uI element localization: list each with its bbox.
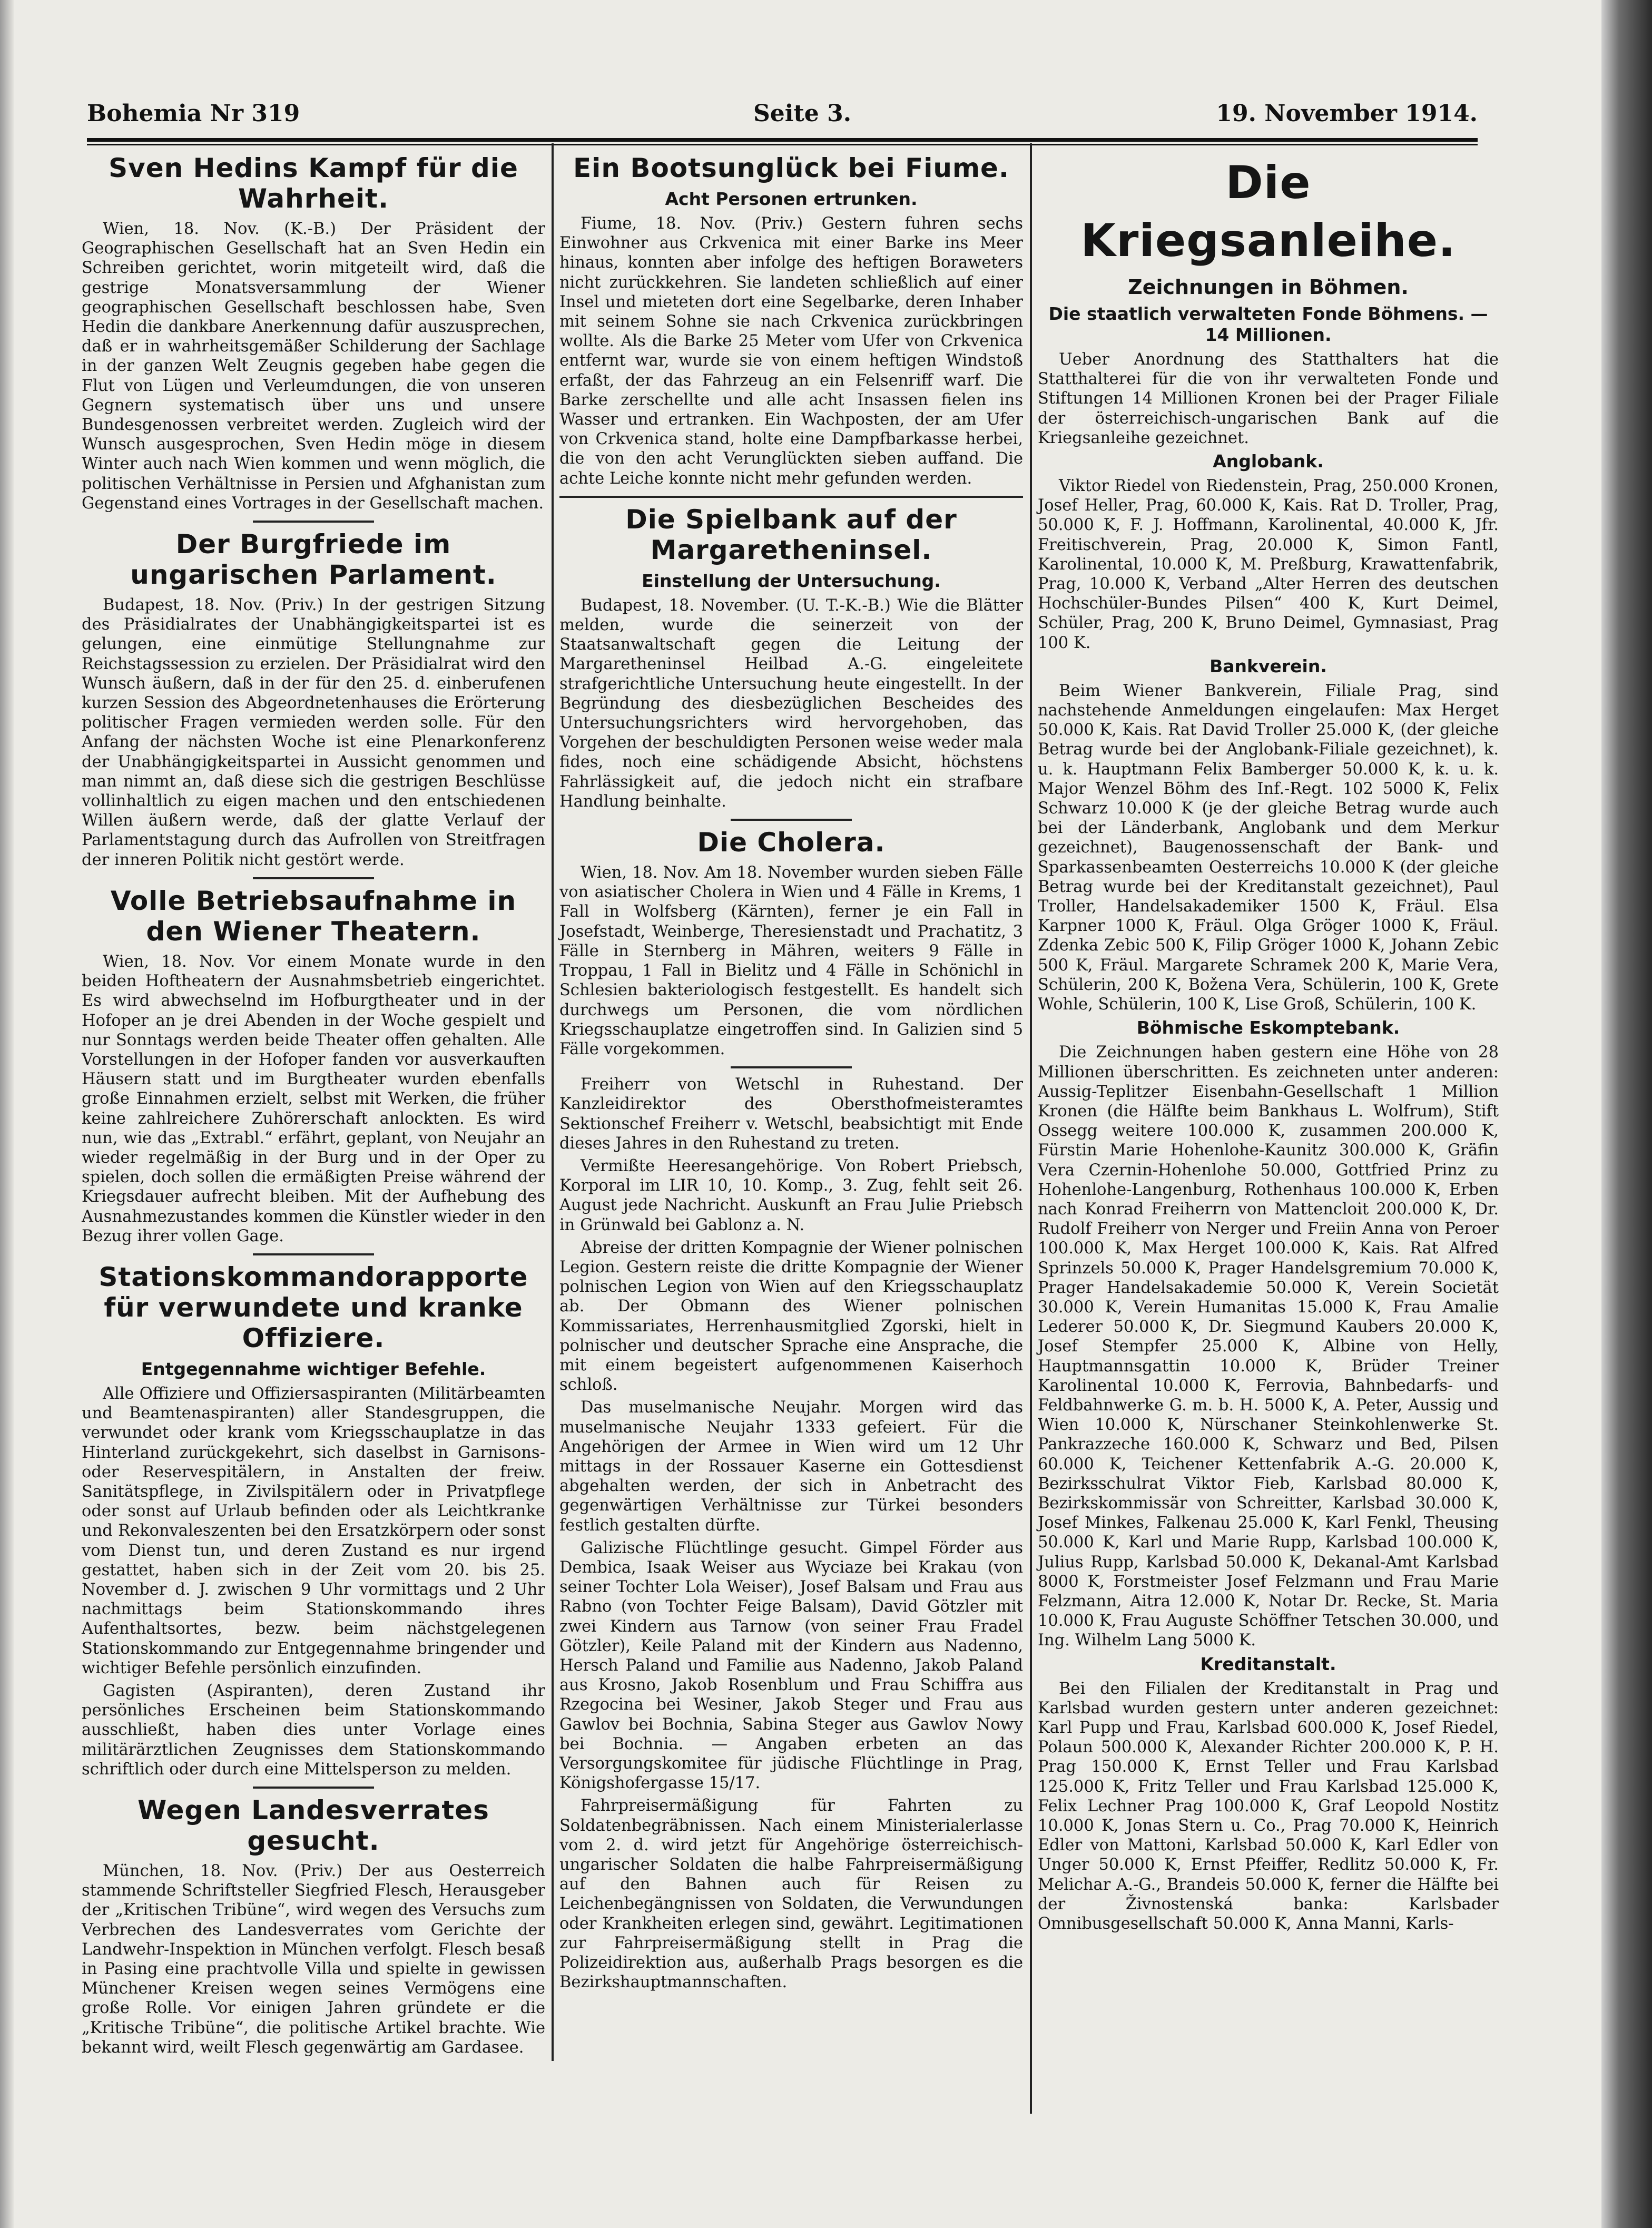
article-subtitle-spielbank: Einstellung der Untersuchung. <box>642 570 941 591</box>
article-title-spielbank: Die Spielbank auf der Margaretheninsel. <box>625 504 957 565</box>
section-body-kreditanstalt: Bei den Filialen der Kreditanstalt in Prag und Karlsbad wurden gestern unter anderen gezeichnet: Karl Pupp und Frau, Karlsbad 600.000 K, Josef Riedel, Polaun 500.000 K, Alexander Richter 200.000 K, P. H. Prag 150.000 K, Ernst Teller und Frau Karlsbad 125.000 K, Fritz Teller und Frau Karlsbad 125.000 K, Felix Lechner Prag 100.000 K, Graf Leopold Nostitz 10.000 K, Jonas Stern u. Co., Prag 70.000 K, Heinrich Edler von Mattoni, Karlsbad 50.000 K, Karl Edler von Unger 50.000 K, Ernst Pfeiffer, Redlitz 50.000 K, Fr. Melichar A.-G., Brandeis 50.000 K, ferner die Hälfte bei der Živnostenská banka: Karlsbader Omnibusgesellschaft 50.000 K, Anna Manni, Karls- <box>1038 1679 1499 1933</box>
section-body-eskomptebank: Die Zeichnungen haben gestern eine Höhe von 28 Millionen überschritten. Es zeichneten unter anderen: Aussig-Teplitzer Eisenbahn-Gesellschaft 1 Million Kronen (die Hälfte beim Bankhaus L. Wolfrum), Stift Ossegg weitere 100.000 K, zusammen 200.000 K, Fürstin Marie Hohenlohe-Kaunitz 300.000 K, Gräfin Vera Czernin-Hohenlohe 50.000, Gottfried Prinz zu Hohenlohe-Langenburg, Rothenhaus 100.000 K, Erben nach Konrad Freiherrn von Mattencloit 200.000 K, Dr. Rudolf Freiherr von Nerger und Freiin Anna von Peroer 100.000 K, Max Herget 100.000 K, Kais. Rat Alfred Sprinzels 50.000 K, Prager Handelsgremium 70.000 K, Prager Handelsakademie 50.000 K, Verein Societät 30.000 K, Verein Humanitas 15.000 K, Frau Amalie Lederer 50.000 K, Dr. Siegmund Kaubers 20.000 K, Josef Stempfer 25.000 K, Albine von Helly, Hauptmannsgattin 10.000 K, Brüder Treiner Karolinental 10.000 K, Ferrovia, Bahnbedarfs- und Feldbahnwerke G. m. b. H. 5000 K, A. Peter, Aussig und Wien 10.000 K, Nürschaner Steinkohlenwerke St. Pankrazzeche 160.000 K, Schwarz und Bed, Pilsen 60.000 K, Teichener Kettenfabrik A.-G. 20.000 K, Bezirksschulrat Viktor Fieb, Karlsbad 80.000 K, Bezirkskommissär von Schreitter, Karlsbad 30.000 K, Josef Minkes, Falkenau 25.000 K, Karl Fenkl, Theusing 50.000 K, Karl und Marie Rupp, Karlsbad 100.000 K, Julius Rupp, Karlsbad 50.000 K, Dekanal-Amt Karlsbad 8000 K, Forstmeister Josef Felzmann und Frau Marie Felzmann, Aitra 12.000 K, Notar Dr. Recke, St. Maria 10.000 K, Frau Auguste Schöffner Tetschen 30.000, und Ing. Wilhelm Lang 5000 K. <box>1038 1043 1499 1650</box>
article-body-statthalterei: Ueber Anordnung des Statthalters hat die Statthalterei für die von ihr verwalteten Fonde und Stiftungen 14 Millionen Kronen bei der Prager Filiale der österreichisch-ungarischen Bank auf die Kriegsanleihe gezeichnet. <box>1038 350 1499 447</box>
article-body-fiume: Fiume, 18. Nov. (Priv.) Gestern fuhren sechs Einwohner aus Crkvenica mit einer Barke ins Meer hinaus, konnten aber infolge des heftigen Boraweters nicht zurückkehren. Sie landeten schließlich auf einer Insel und mieteten dort eine Segelbarke, deren Inhaber mit seinem Sohne sie nach Crkvenica zurückbringen wollte. Als die Barke 25 Meter vom Ufer von Crkvenica entfernt war, wurde sie von einem heftigen Windstoß erfaßt, der das Fahrzeug an ein Felsenriff warf. Die Barke zerschellte und alle acht Insassen fielen ins Wasser und ertranken. Ein Wachposten, der am Ufer von Crkvenica stand, holte eine Dampfbarkasse herbei, die von den acht Verunglückten sieben auffand. Die achte Leiche konnte nicht mehr gefunden werden. <box>559 214 1023 488</box>
separator <box>731 819 852 821</box>
news-item-legion: Abreise der dritten Kompagnie der Wiener polnischen Legion. Gestern reiste die dritte Kompagnie der Wiener polnischen Legion von Wien auf den Kriegsschauplatz ab. Der Obmann des Wiener polnischen Kommissariates, Herrenhausmitglied Zgorski, hielt in polnischer und deutscher Sprache eine Ansprache, die mit einem begeistert aufgenommenen Kaiserhoch schloß. <box>559 1238 1023 1395</box>
article-body-theater: Wien, 18. Nov. Vor einem Monate wurde in den beiden Hoftheatern der Ausnahmsbetrieb eingerichtet. Es wird abwechselnd im Hofburgtheater und in der Hofoper an je drei Abenden in der Woche gespielt und nur Sonntags werden beide Theater offen gehalten. Alle Vorstellungen in der Hofoper fanden vor ausverkauften Häusern statt und im Burgtheater wurden ebenfalls große Einnahmen erzielt, selbst mit Werken, die früher keine zahlreichere Zuhörerschaft anlockten. Es wird nun, wie das „Extrabl.“ erfährt, geplant, von Neujahr an wieder regelmäßig in der Burg und in der Oper zu spielen, doch sollen die ermäßigten Preise während der Kriegsdauer aufrecht bleiben. Mit der Aufhebung des Ausnahmezustandes kommen die Künstler wieder in den Bezug ihrer vollen Gage. <box>82 952 545 1245</box>
article-title-stationskommando: Stationskommandorapporte für verwundete und kranke Offiziere. <box>99 1261 528 1353</box>
page-number: Seite 3. <box>753 100 852 127</box>
news-item-fluechtlinge: Galizische Flüchtlinge gesucht. Gimpel Förder aus Dembica, Isaak Weiser aus Wyciaze bei Krakau (von seiner Tochter Lola Weiser), Josef Balsam und Frau aus Rabno (von Tochter Feige Balsam), David Götzler mit zwei Kindern aus Tarnow (von seiner Frau Fradel Götzler), Keile Paland mit der Kindern aus Nadenno, Hersch Paland und Familie aus Nadenno, Jakob Paland aus Krosno, Jakob Rosenblum und Frau Schiffra aus Rzegocina bei Wesiner, Jakob Steger und Frau aus Gawlov bei Bochnia, Sabina Steger aus Gawlov Nowy bei Bochnia. — Angaben erbeten an das Versorgungskomitee für jüdische Flüchtlinge in Prag, Königshofergasse 15/17. <box>559 1538 1023 1793</box>
article-title-theater: Volle Betriebsaufnahme in den Wiener Theatern. <box>110 885 517 947</box>
column-2 <box>559 146 1023 1995</box>
section-heading-anglobank: Anglobank. <box>1213 451 1324 472</box>
article-title-sven-hedin: Sven Hedins Kampf für die Wahrheit. <box>109 153 518 214</box>
section-heading-bankverein: Bankverein. <box>1210 655 1327 676</box>
news-item-fahrpreis: Fahrpreisermäßigung für Fahrten zu Soldatenbegräbnissen. Nach einem Ministerialerlasse vom 2. d. wird jetzt für Angehörige österreichisch-ungarischer Soldaten die halbe Fahrpreisermäßigung auf den Bahnen auch für Reisen zu Leichenbegängnissen von Soldaten, die Verwundungen oder Krankheiten erlegen sind, gewährt. Legitimationen zur Fahrpreisermäßigung stellt in Prag die Polizeidirektion aus, außerhalb Prags besorgen es die Bezirkshauptmannschaften. <box>559 1797 1023 1992</box>
scan-left-edge <box>0 0 14 2228</box>
article-title-burgfriede: Der Burgfriede im ungarischen Parlament. <box>130 529 497 591</box>
column-divider-1 <box>552 143 554 2061</box>
article-title-cholera: Die Cholera. <box>697 827 886 858</box>
article-title-fiume: Ein Bootsunglück bei Fiume. <box>573 153 1009 183</box>
separator <box>559 496 1023 498</box>
article-title-landesverrat: Wegen Landesverrates gesucht. <box>137 1795 489 1856</box>
separator <box>253 877 374 879</box>
separator <box>253 1787 374 1789</box>
article-body-stationskommando-1: Alle Offiziere und Offiziersaspiranten (Militärbeamten und Beamtenaspiranten) aller Standesgruppen, die verwundet oder krank vom Kriegsschauplatze in das Hinterland zurückgekehrt, sich daselbst in Garnisons- oder Reservespitälern, in Anstalten der freiw. Sanitätspflege, in Zivilspitälern oder in Privatpflege oder sonst auf Urlaub befinden oder als Leichtkranke und Rekonvaleszenten bei den Ersatzkörpern oder sonst vom Dienst tun, und deren Zustand es nur irgend gestattet, haben sich in der Zeit vom 20. bis 25. November d. J. zwischen 9 Uhr vormittags und 2 Uhr nachmittags beim Stationskommando ihres Aufenthaltsortes, bezw. beim nächstgelegenen Stationskommando zur Entgegennahme bringender und wichtiger Befehle persönlich einzufinden. <box>82 1384 545 1677</box>
news-item-neujahr: Das muselmanische Neujahr. Morgen wird das muselmanische Neujahr 1333 gefeiert. Für die Angehörigen der Armee in Wien wird um 12 Uhr mittags in der Rossauer Kaserne ein Gottesdienst abgehalten werden, der sich in Anbetracht des gegenwärtigen Verhältnisse zur Türkei besonders festlich gestalten dürfte. <box>559 1398 1023 1535</box>
article-title-kriegsanleihe: Die Kriegsanleihe. <box>1080 156 1456 267</box>
issue-date: 19. November 1914. <box>1216 100 1478 127</box>
column-divider-2 <box>1030 143 1032 2114</box>
news-item-wetschl: Freiherr von Wetschl in Ruhestand. Der Kanzleidirektor des Obersthofmeisteramtes Sektionschef Freiherr v. Wetschl, beabsichtigt mit Ende dieses Jahres in den Ruhestand zu treten. <box>559 1075 1023 1153</box>
section-heading-eskomptebank: Böhmische Eskomptebank. <box>1136 1017 1400 1038</box>
separator <box>253 521 374 523</box>
header-rule <box>87 138 1478 145</box>
article-subtitle-fiume: Acht Personen ertrunken. <box>665 189 918 209</box>
article-body-landesverrat: München, 18. Nov. (Priv.) Der aus Oesterreich stammende Schriftsteller Siegfried Flesch, Herausgeber der „Kritischen Tribüne“, wird wegen des Versuchs zum Verbrechen des Landesverrates vom Gerichte der Landwehr-Inspektion in München verfolgt. Flesch besaß in Pasing eine prachtvolle Villa und spielte in gewissen Münchener Kreisen wegen seines Vermögens eine große Rolle. Vor einigen Jahren gründete er die „Kritische Tribüne“, die politische Artikel brachte. Wie bekannt wird, weilt Flesch gegenwärtig am Gardasee. <box>82 1862 545 2057</box>
article-body-spielbank: Budapest, 18. November. (U. T.-K.-B.) Wie die Blätter melden, wurde die seinerzeit von der Staatsanwaltschaft gegen die Leitung der Margaretheninsel Heilbad A.-G. eingeleitete strafgerichtliche Untersuchung heute eingestellt. In der Begründung des diesbezüglichen Bescheides des Untersuchungsrichters wird hervorgehoben, das Vorgehen der beschuldigten Personen weise weder mala fides, noch eine schädigende Absicht, höchstens Fahrlässigkeit auf, die jedoch nicht ein strafbare Handlung beinhalte. <box>559 596 1023 811</box>
article-subtitle-fonde: Die staatlich verwalteten Fonde Böhmens. — 14 Millionen. <box>1048 303 1488 345</box>
article-body-cholera: Wien, 18. Nov. Am 18. November wurden sieben Fälle von asiatischer Cholera in Wien und 4 Fälle in Krems, 1 Fall in Wolfsberg (Kärnten), ferner je ein Fall in Josefstadt, Weinberge, Theresienstadt und Prachatitz, 3 Fälle in Sternberg in Mähren, weiters 9 Fälle in Troppau, 1 Fall in Bielitz und 4 Fälle in Schönichl in Schlesien bakteriologisch festgestellt. Es handelt sich durchwegs um Personen, die vom nördlichen Kriegsschauplatze eingetroffen sind. In Galizien sind 5 Fälle vorgekommen. <box>559 863 1023 1058</box>
section-body-bankverein: Beim Wiener Bankverein, Filiale Prag, sind nachstehende Anmeldungen eingelaufen: Max Herget 50.000 K, Kais. Rat David Troller 25.000 K, (der gleiche Betrag wurde bei der Anglobank-Filiale gezeichnet), k. u. k. Hauptmann Felix Bamberger 50.000 K, k. u. k. Major Wenzel Böhm des Inf.-Regt. 102 5000 K, Felix Schwarz 10.000 K (je der gleiche Betrag wurde auch bei der Länderbank, Anglobank und dem Merkur gezeichnet), Baugenossenschaft der Bank- und Sparkassenbeamten Oesterreichs 10.000 K (der gleiche Betrag wurde bei der Kreditanstalt gezeichnet), Paul Troller, Handelsakademiker 1500 K, Fräul. Elsa Karpner 1000 K, Fräul. Olga Gröger 1000 K, Fräul. Zdenka Zebic 500 K, Filip Gröger 1000 K, Johann Zebic 500 K, Fräul. Margarete Schramek 200 K, Marie Vera, Schülerin, 200 K, Božena Vera, Schülerin, 100 K, Grete Wohle, Schülerin, 100 K, Lise Groß, Schülerin, 100 K. <box>1038 681 1499 1014</box>
article-subtitle-zeichnungen: Zeichnungen in Böhmen. <box>1128 276 1409 299</box>
page-header <box>87 100 1478 132</box>
article-body-sven-hedin: Wien, 18. Nov. (K.-B.) Der Präsident der Geographischen Gesellschaft hat an Sven Hedin ein Schreiben gerichtet, worin mitgeteilt wird, daß die gestrige Monatsversammlung der Wiener geographischen Gesellschaft beschlossen habe, Sven Hedin die dankbare Anerkennung dafür auszusprechen, daß er in wahrheitsgemäßer Schilderung der Sachlage in der ganzen Welt Zeugnis gegeben habe gegen die Flut von Lügen und Verleumdungen, die von unseren Gegnern systematisch über uns und unsere Bundesgenossen verbreitet werden. Zugleich wird der Wunsch ausgesprochen, Sven Hedin möge in diesem Winter auch nach Wien kommen und wenn möglich, die politischen Verhältnisse in Persien und Afghanistan zum Gegenstand eines Vortrages in der Gesellschaft machen. <box>82 220 545 513</box>
section-heading-kreditanstalt: Kreditanstalt. <box>1200 1653 1336 1674</box>
column-3 <box>1038 146 1499 1937</box>
separator <box>253 1253 374 1255</box>
article-body-burgfriede: Budapest, 18. Nov. (Priv.) In der gestrigen Sitzung des Präsidialrates der Unabhängigkeitspartei ist es gelungen, eine einmütige Stellungnahme zur Reichstagssession zu erzielen. Der Präsidialrat wird den Wunsch äußern, daß in der für den 25. d. einberufenen kurzen Session des Abgeordnetenhauses die Erörterung politischer Fragen vermieden werden solle. Für den Anfang der nächsten Woche ist eine Plenarkonferenz der Unabhängigkeitspartei in Aussicht genommen und man nimmt an, daß diese sich die gestrigen Beschlüsse vollinhaltlich zu eigen machen und den entschiedenen Willen äußern werde, daß der glatte Verlauf der Parlamentstagung durch das Aufrollen von Streitfragen der inneren Politik nicht gestört werde. <box>82 596 545 869</box>
column-1 <box>82 146 545 2060</box>
issue-number: Bohemia Nr 319 <box>87 100 300 127</box>
article-subtitle-stationskommando: Entgegennahme wichtiger Befehle. <box>141 1358 486 1379</box>
article-body-stationskommando-2: Gagisten (Aspiranten), deren Zustand ihr persönliches Erscheinen beim Stationskommando ausschließt, haben dies unter Vorlage eines militärärztlichen Zeugnisses dem Stationskommando schriftlich oder durch eine Mittelsperson zu melden. <box>82 1681 545 1779</box>
news-item-vermisste: Vermißte Heeresangehörige. Von Robert Priebsch, Korporal im LIR 10, 10. Komp., 3. Zug, fehlt seit 26. August jede Nachricht. Auskunft an Frau Julie Priebsch in Grünwald bei Gablonz a. N. <box>559 1156 1023 1234</box>
scan-right-edge <box>1601 0 1652 2228</box>
section-body-anglobank: Viktor Riedel von Riedenstein, Prag, 250.000 Kronen, Josef Heller, Prag, 60.000 K, Kais. Rat D. Troller, Prag, 50.000 K, F. J. Hoffmann, Karolinental, 40.000 K, Jfr. Freitischverein, Prag, 20.000 K, Simon Fantl, Karolinental, 10.000 K, M. Preßburg, Krawattenfabrik, Prag, 10.000 K, Verband „Alter Herren des deutschen Hochschüler-Bundes Pilsen“ 400 K, Kurt Deimel, Schüler, Prag, 200 K, Bruno Deimel, Gymnasiast, Prag 100 K. <box>1038 477 1499 652</box>
separator <box>731 1066 852 1068</box>
